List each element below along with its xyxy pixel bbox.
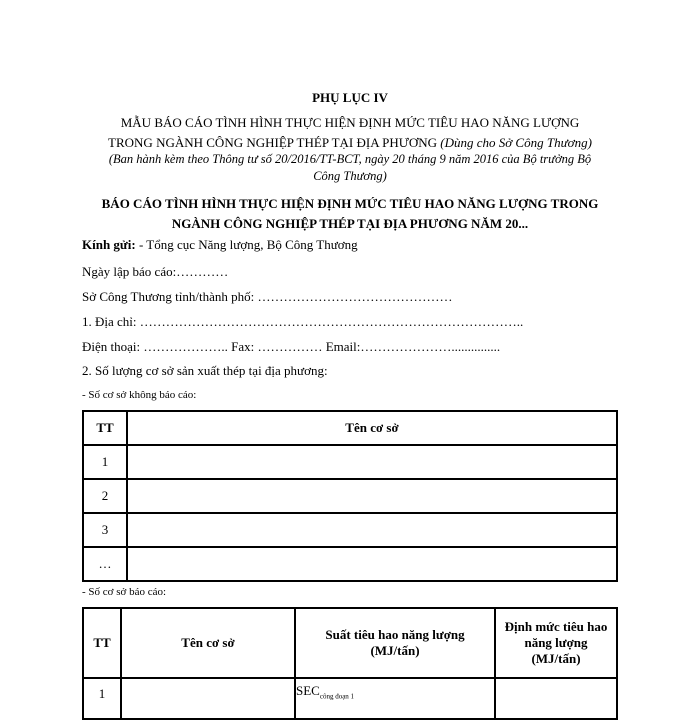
cell-name bbox=[127, 547, 617, 581]
cell-tt: 1 bbox=[83, 678, 121, 719]
table-row bbox=[83, 479, 617, 513]
province-field: Sở Công Thương tỉnh/thành phố: ……………………………………… bbox=[82, 289, 453, 304]
col-header-tt: TT bbox=[83, 411, 127, 445]
address-field: 1. Địa chỉ: …………………………………………………………………………….. bbox=[82, 314, 524, 329]
recipient-line bbox=[82, 237, 358, 253]
cell-name bbox=[127, 479, 617, 513]
report-title-line2: NGÀNH CÔNG NGHIỆP THÉP TẠI ĐỊA PHƯƠNG NĂM 20... bbox=[171, 216, 529, 231]
col-header-sec-line1: Suất tiêu hao năng lượng bbox=[325, 627, 465, 642]
cell-tt: 3 bbox=[83, 513, 127, 547]
issuance-note-line2: Công Thương) bbox=[313, 169, 387, 183]
table-header-row bbox=[83, 411, 617, 445]
col-header-norm bbox=[495, 608, 617, 678]
col-header-norm-line3: (MJ/tấn) bbox=[531, 651, 581, 666]
recipient-label: Kính gửi: bbox=[82, 237, 136, 252]
not-reporting-table bbox=[82, 410, 618, 582]
cell-name bbox=[127, 513, 617, 547]
col-header-sec-line2: (MJ/tấn) bbox=[370, 643, 420, 658]
sec-main: SEC bbox=[296, 683, 320, 698]
table-row bbox=[83, 547, 617, 581]
report-date-field: Ngày lập báo cáo:………… bbox=[82, 264, 229, 279]
reporting-caption: - Số cơ sở báo cáo: bbox=[82, 586, 167, 598]
col-header-tt: TT bbox=[83, 608, 121, 678]
col-header-sec bbox=[295, 608, 495, 678]
cell-norm bbox=[495, 678, 617, 719]
cell-tt: … bbox=[83, 547, 127, 581]
facility-count-heading: 2. Số lượng cơ sở sản xuất thép tại địa phương: bbox=[82, 363, 328, 378]
form-title-note: (Dùng cho Sở Công Thương) bbox=[440, 135, 592, 150]
table-row bbox=[83, 513, 617, 547]
col-header-norm-line2: năng lượng bbox=[524, 635, 588, 650]
issuance-note bbox=[60, 151, 640, 185]
issuance-note-line1: (Ban hành kèm theo Thông tư số 20/2016/TT-BCT, ngày 20 tháng 9 năm 2016 của Bộ trưởng Bộ bbox=[108, 152, 592, 166]
recipient-value: - Tổng cục Năng lượng, Bộ Công Thương bbox=[135, 237, 358, 252]
cell-name bbox=[127, 445, 617, 479]
report-title-line1: BÁO CÁO TÌNH HÌNH THỰC HIỆN ĐỊNH MỨC TIÊU HAO NĂNG LƯỢNG TRONG bbox=[101, 196, 599, 211]
cell-tt: 1 bbox=[83, 445, 127, 479]
col-header-name: Tên cơ sở bbox=[121, 608, 295, 678]
cell-tt: 2 bbox=[83, 479, 127, 513]
col-header-name: Tên cơ sở bbox=[127, 411, 617, 445]
report-title bbox=[60, 194, 640, 234]
appendix-label: PHỤ LỤC IV bbox=[312, 90, 388, 105]
reporting-table bbox=[82, 607, 618, 720]
form-title bbox=[60, 113, 640, 153]
col-header-norm-line1: Định mức tiêu hao bbox=[504, 619, 608, 634]
sec-subscript: công đoạn 1 bbox=[319, 692, 355, 701]
cell-name bbox=[121, 678, 295, 719]
form-title-line1: MẪU BÁO CÁO TÌNH HÌNH THỰC HIỆN ĐỊNH MỨC TIÊU HAO NĂNG LƯỢNG bbox=[120, 115, 580, 130]
not-reporting-caption: - Số cơ sở không báo cáo: bbox=[82, 389, 197, 401]
table-row bbox=[83, 445, 617, 479]
contact-field: Điện thoại: ……………….. Fax: …………… Email:…………………............... bbox=[82, 339, 501, 354]
form-title-line2: TRONG NGÀNH CÔNG NGHIỆP THÉP TẠI ĐỊA PHƯƠNG bbox=[108, 135, 437, 150]
cell-sec bbox=[295, 678, 495, 719]
table-header-row bbox=[83, 608, 617, 678]
table-row bbox=[83, 678, 617, 719]
